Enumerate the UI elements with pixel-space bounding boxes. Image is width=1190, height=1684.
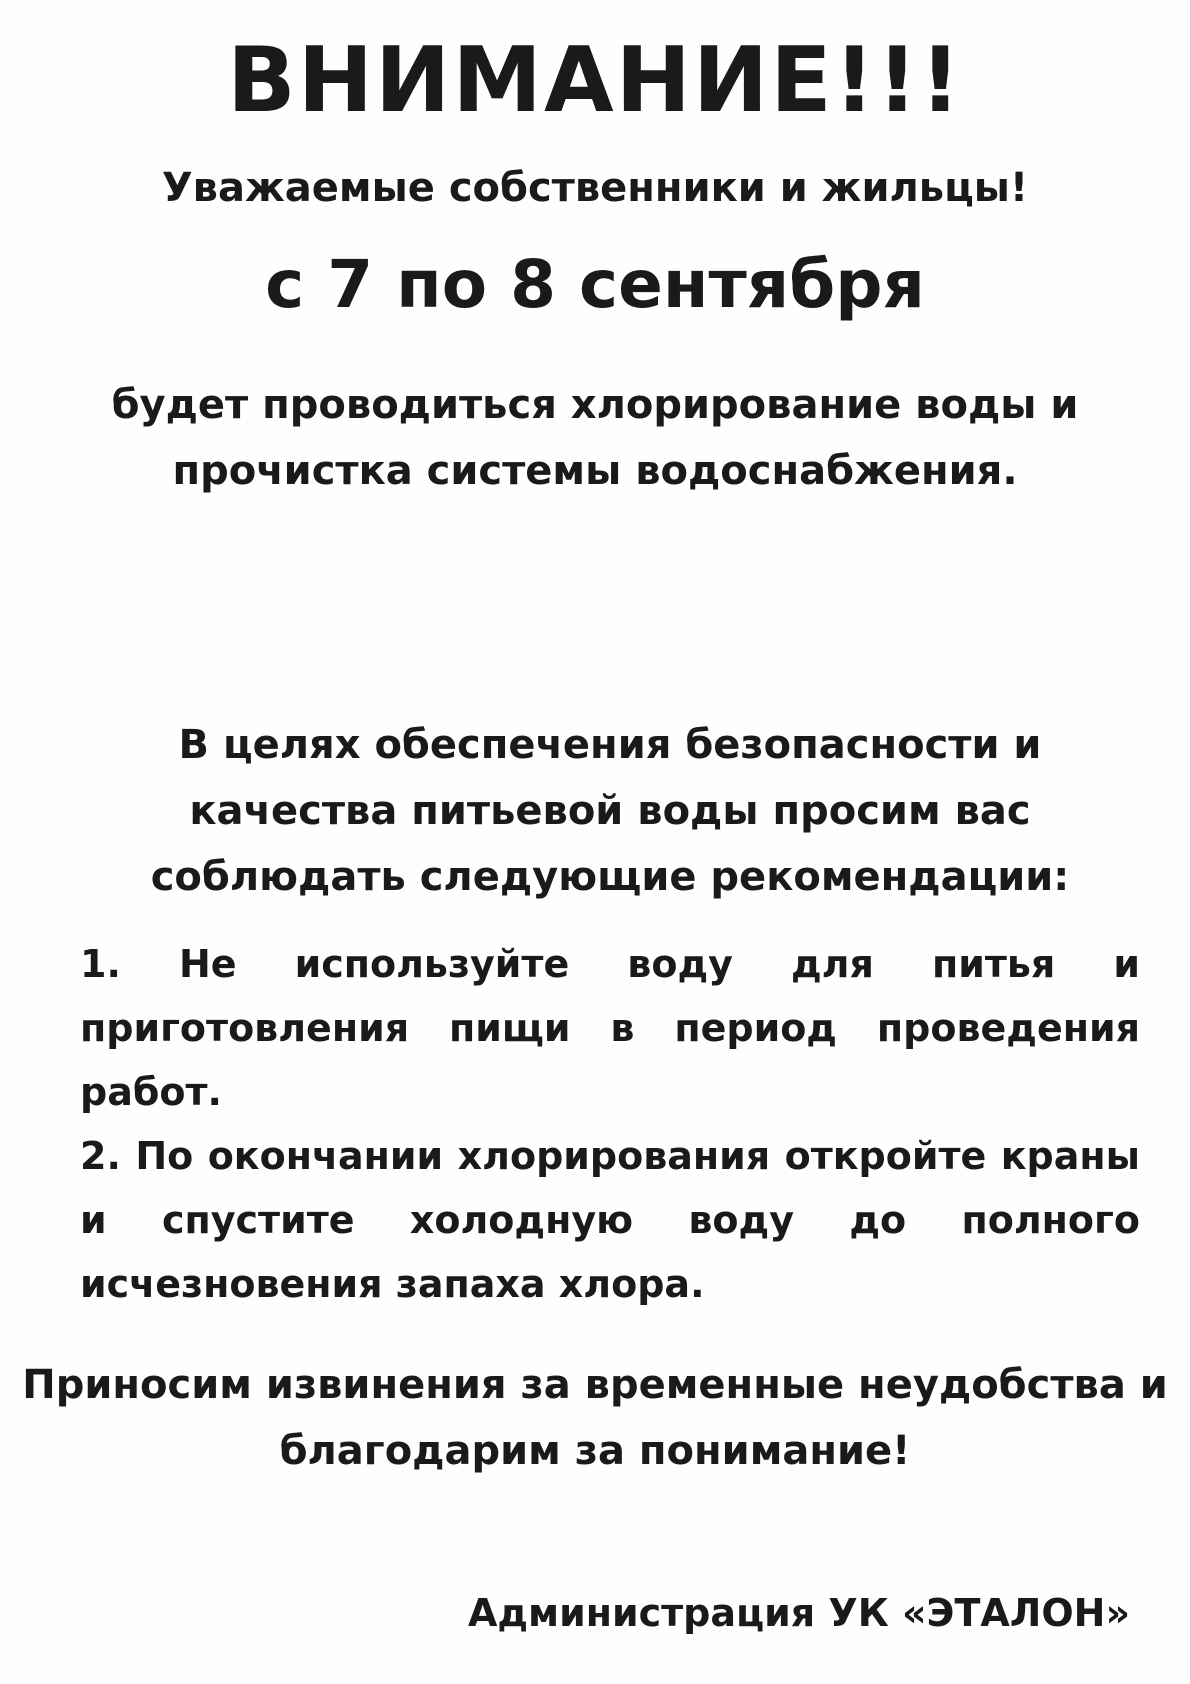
apology-text: Приносим извинения за временные неудобства и благодарим за понимание! xyxy=(22,1362,1168,1474)
list-item: 1. Не используйте воду для питья и приготовления пищи в период проведения работ. xyxy=(80,942,1140,1114)
notice-title: ВНИМАНИЕ!!! xyxy=(227,28,963,133)
signature: Администрация УК «ЭТАЛОН» xyxy=(467,1591,1130,1635)
dates-heading: с 7 по 8 сентября xyxy=(265,246,925,323)
announcement-text: будет проводиться хлорирование воды и прочистка системы водоснабжения. xyxy=(111,382,1079,494)
list-item: 2. По окончании хлорирования откройте краны и спустите холодную воду до полного исчезновения запаха хлора. xyxy=(80,1134,1140,1306)
greeting: Уважаемые собственники и жильцы! xyxy=(161,165,1029,211)
safety-intro: В целях обеспечения безопасности и качества питьевой воды просим вас соблюдать следующие рекомендации: xyxy=(150,722,1070,900)
recommendations-list xyxy=(80,932,1140,1316)
